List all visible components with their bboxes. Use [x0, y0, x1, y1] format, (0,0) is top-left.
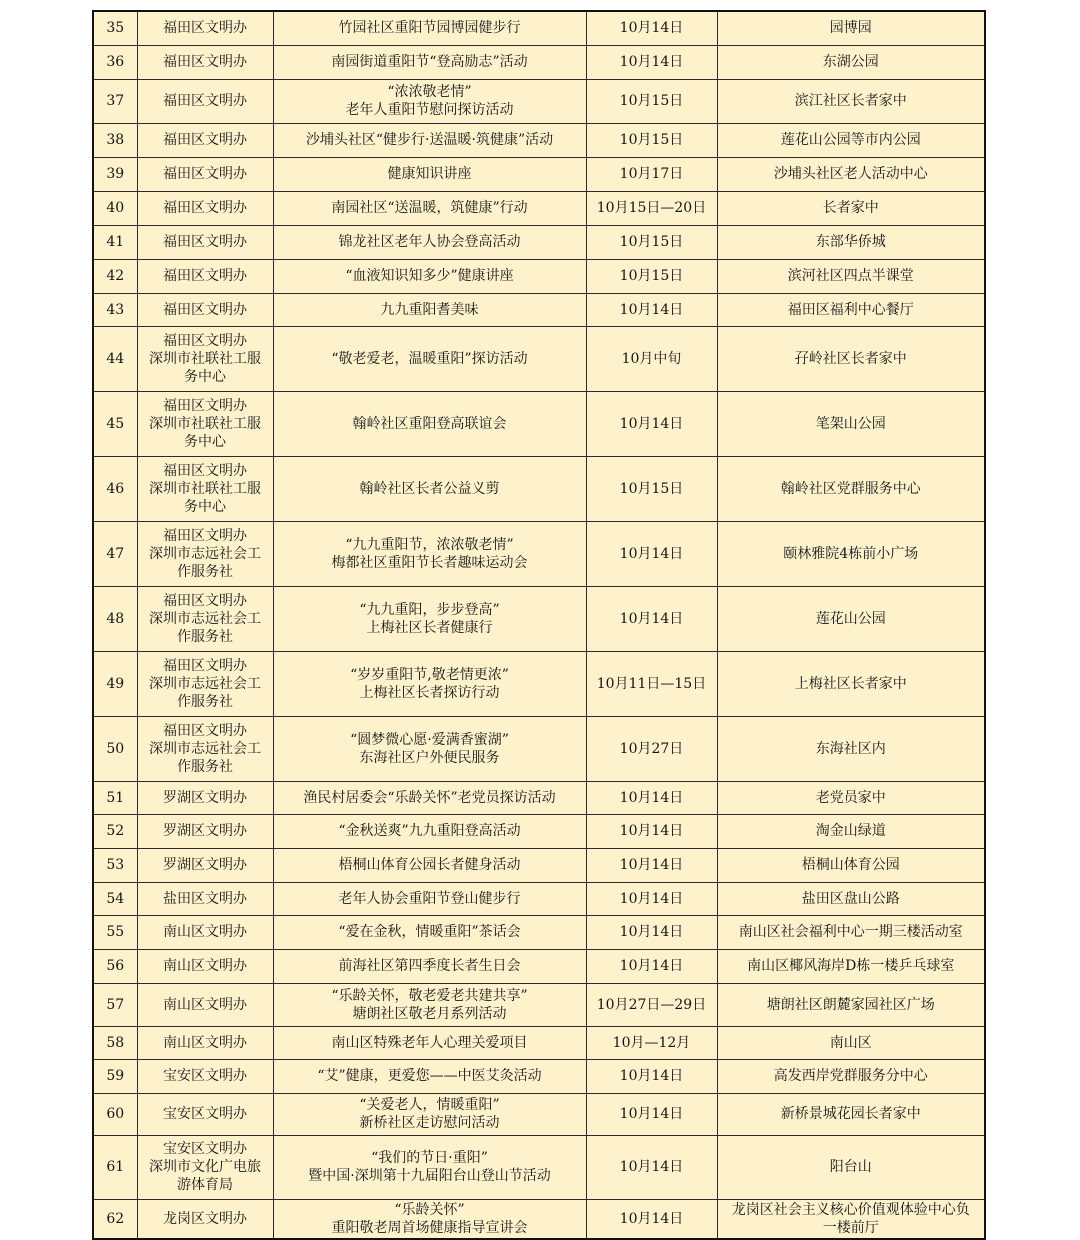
- activity-name-cell: “血液知识知多少”健康讲座: [273, 259, 586, 293]
- row-number: 48: [93, 586, 137, 651]
- row-number: 57: [93, 983, 137, 1026]
- table-row: [93, 259, 985, 293]
- location-cell: 东湖公园: [717, 45, 985, 79]
- date-cell: 10月14日: [586, 1135, 717, 1199]
- location-cell: 盐田区盘山公路: [717, 882, 985, 915]
- organizer-cell: 罗湖区文明办: [137, 781, 273, 814]
- organizer-cell: 福田区文明办: [137, 45, 273, 79]
- date-cell: 10月15日—20日: [586, 191, 717, 225]
- date-cell: 10月14日: [586, 781, 717, 814]
- date-cell: 10月14日: [586, 11, 717, 45]
- row-number: 52: [93, 814, 137, 848]
- table-row: [93, 716, 985, 781]
- location-cell: 莲花山公园等市内公园: [717, 123, 985, 157]
- table-row: [93, 123, 985, 157]
- organizer-cell: 福田区文明办 深圳市社联社工服 务中心: [137, 326, 273, 391]
- table-row: [93, 1135, 985, 1199]
- row-number: 41: [93, 225, 137, 259]
- table-row: [93, 326, 985, 391]
- row-number: 53: [93, 848, 137, 882]
- organizer-cell: 福田区文明办 深圳市志远社会工 作服务社: [137, 716, 273, 781]
- activity-name-cell: 梧桐山体育公园长者健身活动: [273, 848, 586, 882]
- table-row: [93, 586, 985, 651]
- activity-name-cell: 老年人协会重阳节登山健步行: [273, 882, 586, 915]
- row-number: 35: [93, 11, 137, 45]
- activity-name-cell: “关爱老人，情暖重阳” 新桥社区走访慰问活动: [273, 1093, 586, 1135]
- location-cell: 东部华侨城: [717, 225, 985, 259]
- location-cell: 孖岭社区长者家中: [717, 326, 985, 391]
- activity-name-cell: “九九重阳节，浓浓敬老情” 梅都社区重阳节长者趣味运动会: [273, 521, 586, 586]
- location-cell: 老党员家中: [717, 781, 985, 814]
- organizer-cell: 福田区文明办 深圳市志远社会工 作服务社: [137, 586, 273, 651]
- organizer-cell: 南山区文明办: [137, 1026, 273, 1059]
- row-number: 47: [93, 521, 137, 586]
- organizer-cell: 罗湖区文明办: [137, 848, 273, 882]
- row-number: 49: [93, 651, 137, 716]
- row-number: 56: [93, 949, 137, 983]
- date-cell: 10月17日: [586, 157, 717, 191]
- activity-name-cell: 锦龙社区老年人协会登高活动: [273, 225, 586, 259]
- activity-name-cell: 南园街道重阳节“登高励志”活动: [273, 45, 586, 79]
- date-cell: 10月15日: [586, 123, 717, 157]
- activity-name-cell: “爱在金秋，情暖重阳”茶话会: [273, 915, 586, 949]
- row-number: 58: [93, 1026, 137, 1059]
- location-cell: 莲花山公园: [717, 586, 985, 651]
- activity-name-cell: “敬老爱老，温暖重阳”探访活动: [273, 326, 586, 391]
- activity-name-cell: “岁岁重阳节,敬老情更浓” 上梅社区长者探访行动: [273, 651, 586, 716]
- table-row: [93, 848, 985, 882]
- activity-name-cell: “九九重阳，步步登高” 上梅社区长者健康行: [273, 586, 586, 651]
- table-row: [93, 814, 985, 848]
- location-cell: 东海社区内: [717, 716, 985, 781]
- location-cell: 滨河社区四点半课堂: [717, 259, 985, 293]
- organizer-cell: 龙岗区文明办: [137, 1199, 273, 1239]
- table-row: [93, 949, 985, 983]
- date-cell: 10月11日—15日: [586, 651, 717, 716]
- table-row: [93, 391, 985, 456]
- table-row: [93, 79, 985, 123]
- row-number: 44: [93, 326, 137, 391]
- location-cell: 南山区社会福利中心一期三楼活动室: [717, 915, 985, 949]
- table-row: [93, 521, 985, 586]
- organizer-cell: 宝安区文明办: [137, 1059, 273, 1093]
- table-row: [93, 1093, 985, 1135]
- activity-name-cell: 九九重阳耆美味: [273, 293, 586, 326]
- activity-name-cell: 健康知识讲座: [273, 157, 586, 191]
- date-cell: 10月14日: [586, 586, 717, 651]
- activity-name-cell: 翰岭社区重阳登高联谊会: [273, 391, 586, 456]
- table-row: [93, 11, 985, 45]
- table-row: [93, 45, 985, 79]
- activity-name-cell: “我们的节日·重阳” 暨中国·深圳第十九届阳台山登山节活动: [273, 1135, 586, 1199]
- date-cell: 10月14日: [586, 949, 717, 983]
- location-cell: 梧桐山体育公园: [717, 848, 985, 882]
- table-row: [93, 983, 985, 1026]
- row-number: 59: [93, 1059, 137, 1093]
- location-cell: 福田区福利中心餐厅: [717, 293, 985, 326]
- date-cell: 10月14日: [586, 293, 717, 326]
- organizer-cell: 福田区文明办: [137, 293, 273, 326]
- date-cell: 10月15日: [586, 456, 717, 521]
- organizer-cell: 南山区文明办: [137, 983, 273, 1026]
- row-number: 62: [93, 1199, 137, 1239]
- organizer-cell: 福田区文明办: [137, 191, 273, 225]
- date-cell: 10月15日: [586, 225, 717, 259]
- table-row: [93, 651, 985, 716]
- table-row: [93, 781, 985, 814]
- row-number: 37: [93, 79, 137, 123]
- location-cell: 颐林雅院4栋前小广场: [717, 521, 985, 586]
- row-number: 40: [93, 191, 137, 225]
- organizer-cell: 福田区文明办: [137, 79, 273, 123]
- location-cell: 园博园: [717, 11, 985, 45]
- activity-name-cell: “艾”健康，更爱您——中医艾灸活动: [273, 1059, 586, 1093]
- organizer-cell: 福田区文明办: [137, 259, 273, 293]
- table-row: [93, 456, 985, 521]
- table-row: [93, 1026, 985, 1059]
- row-number: 61: [93, 1135, 137, 1199]
- date-cell: 10月14日: [586, 1093, 717, 1135]
- row-number: 46: [93, 456, 137, 521]
- date-cell: 10月27日: [586, 716, 717, 781]
- location-cell: 新桥景城花园长者家中: [717, 1093, 985, 1135]
- table-row: [93, 293, 985, 326]
- date-cell: 10月14日: [586, 848, 717, 882]
- activity-name-cell: 竹园社区重阳节园博园健步行: [273, 11, 586, 45]
- organizer-cell: 福田区文明办 深圳市社联社工服 务中心: [137, 391, 273, 456]
- date-cell: 10月14日: [586, 1199, 717, 1239]
- table-row: [93, 191, 985, 225]
- activity-name-cell: “金秋送爽”九九重阳登高活动: [273, 814, 586, 848]
- organizer-cell: 宝安区文明办 深圳市文化广电旅 游体育局: [137, 1135, 273, 1199]
- row-number: 55: [93, 915, 137, 949]
- location-cell: 翰岭社区党群服务中心: [717, 456, 985, 521]
- date-cell: 10月15日: [586, 79, 717, 123]
- row-number: 39: [93, 157, 137, 191]
- row-number: 60: [93, 1093, 137, 1135]
- date-cell: 10月—12月: [586, 1026, 717, 1059]
- location-cell: 龙岗区社会主义核心价值观体验中心负 一楼前厅: [717, 1199, 985, 1239]
- table-row: [93, 915, 985, 949]
- location-cell: 沙埔头社区老人活动中心: [717, 157, 985, 191]
- row-number: 43: [93, 293, 137, 326]
- activity-name-cell: 沙埔头社区“健步行·送温暖·筑健康”活动: [273, 123, 586, 157]
- date-cell: 10月14日: [586, 1059, 717, 1093]
- location-cell: 上梅社区长者家中: [717, 651, 985, 716]
- organizer-cell: 福田区文明办: [137, 225, 273, 259]
- activity-name-cell: 前海社区第四季度长者生日会: [273, 949, 586, 983]
- organizer-cell: 福田区文明办: [137, 11, 273, 45]
- location-cell: 塘朗社区朗麓家园社区广场: [717, 983, 985, 1026]
- location-cell: 南山区椰风海岸D栋一楼乒乓球室: [717, 949, 985, 983]
- table-row: [93, 157, 985, 191]
- location-cell: 滨江社区长者家中: [717, 79, 985, 123]
- date-cell: 10月14日: [586, 814, 717, 848]
- activity-name-cell: “乐龄关怀，敬老爱老共建共享” 塘朗社区敬老月系列活动: [273, 983, 586, 1026]
- date-cell: 10月14日: [586, 521, 717, 586]
- row-number: 42: [93, 259, 137, 293]
- row-number: 51: [93, 781, 137, 814]
- activity-name-cell: 翰岭社区长者公益义剪: [273, 456, 586, 521]
- organizer-cell: 福田区文明办 深圳市志远社会工 作服务社: [137, 521, 273, 586]
- location-cell: 阳台山: [717, 1135, 985, 1199]
- table-row: [93, 225, 985, 259]
- date-cell: 10月14日: [586, 45, 717, 79]
- location-cell: 南山区: [717, 1026, 985, 1059]
- row-number: 54: [93, 882, 137, 915]
- organizer-cell: 南山区文明办: [137, 915, 273, 949]
- date-cell: 10月14日: [586, 391, 717, 456]
- activity-name-cell: 南山区特殊老年人心理关爱项目: [273, 1026, 586, 1059]
- events-table-body: [93, 11, 985, 1239]
- date-cell: 10月14日: [586, 915, 717, 949]
- location-cell: 笔架山公园: [717, 391, 985, 456]
- row-number: 50: [93, 716, 137, 781]
- activity-name-cell: “浓浓敬老情” 老年人重阳节慰问探访活动: [273, 79, 586, 123]
- location-cell: 高发西岸党群服务分中心: [717, 1059, 985, 1093]
- activity-name-cell: “圆梦微心愿·爱满香蜜湖” 东海社区户外便民服务: [273, 716, 586, 781]
- date-cell: 10月14日: [586, 882, 717, 915]
- organizer-cell: 罗湖区文明办: [137, 814, 273, 848]
- row-number: 38: [93, 123, 137, 157]
- table-row: [93, 1199, 985, 1239]
- activity-name-cell: 南园社区“送温暖，筑健康”行动: [273, 191, 586, 225]
- table-row: [93, 1059, 985, 1093]
- row-number: 36: [93, 45, 137, 79]
- activity-name-cell: 渔民村居委会“乐龄关怀”老党员探访活动: [273, 781, 586, 814]
- organizer-cell: 宝安区文明办: [137, 1093, 273, 1135]
- table-row: [93, 882, 985, 915]
- date-cell: 10月15日: [586, 259, 717, 293]
- organizer-cell: 福田区文明办 深圳市志远社会工 作服务社: [137, 651, 273, 716]
- organizer-cell: 南山区文明办: [137, 949, 273, 983]
- events-table: [92, 10, 986, 1240]
- date-cell: 10月27日—29日: [586, 983, 717, 1026]
- location-cell: 长者家中: [717, 191, 985, 225]
- location-cell: 淘金山绿道: [717, 814, 985, 848]
- organizer-cell: 福田区文明办: [137, 157, 273, 191]
- activity-name-cell: “乐龄关怀” 重阳敬老周首场健康指导宣讲会: [273, 1199, 586, 1239]
- date-cell: 10月中旬: [586, 326, 717, 391]
- events-table-page: [92, 10, 984, 1240]
- row-number: 45: [93, 391, 137, 456]
- organizer-cell: 福田区文明办 深圳市社联社工服 务中心: [137, 456, 273, 521]
- organizer-cell: 盐田区文明办: [137, 882, 273, 915]
- organizer-cell: 福田区文明办: [137, 123, 273, 157]
